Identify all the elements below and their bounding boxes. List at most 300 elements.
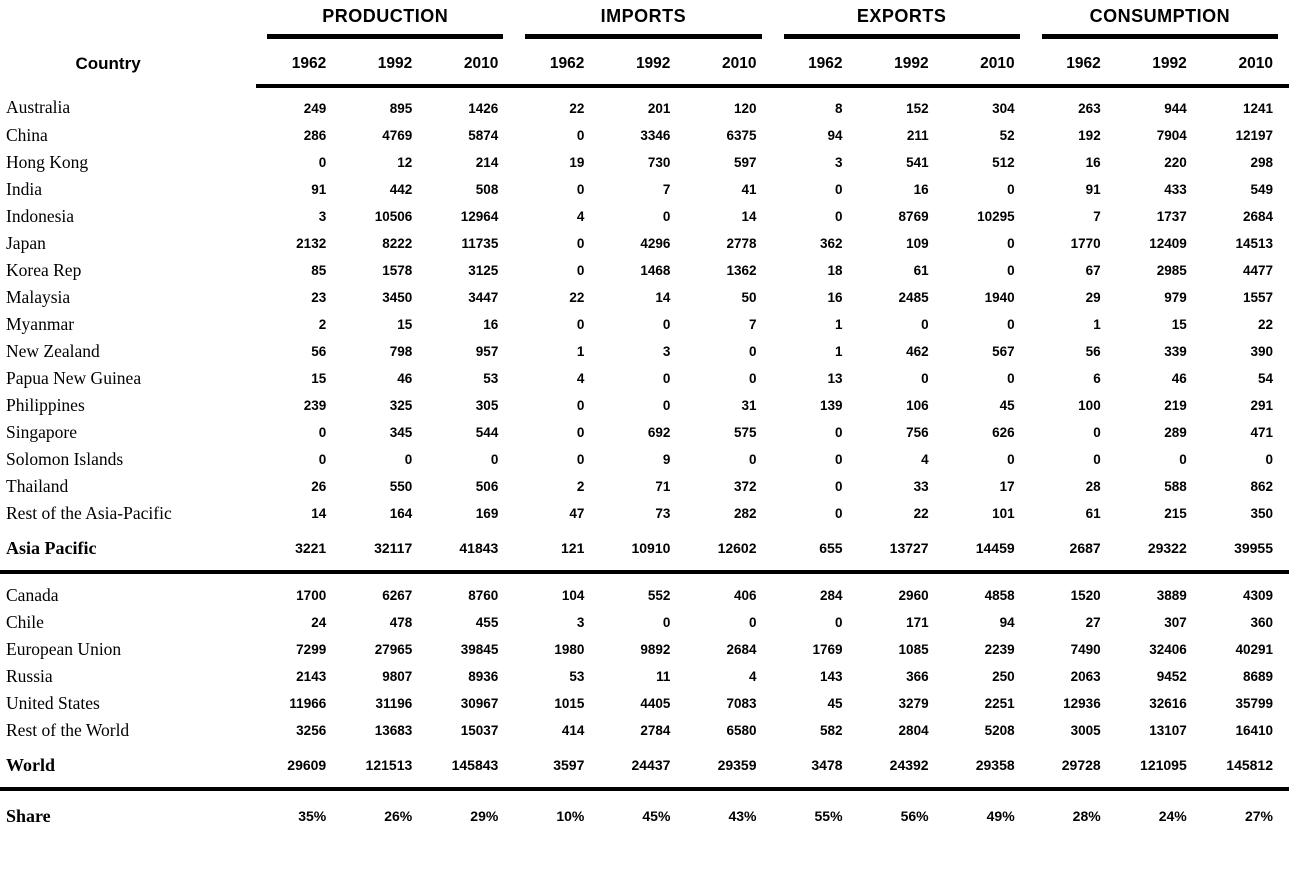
value-cell: 121095 — [1117, 744, 1203, 789]
value-cell: 455 — [475, 615, 499, 630]
value-cell: 3256 — [296, 723, 327, 738]
value-cell: 567 — [992, 344, 1015, 359]
value-cell: 2960 — [898, 588, 929, 603]
value-cell: 29% — [470, 808, 499, 824]
group-header-production — [256, 0, 514, 39]
value-cell: 13727 — [859, 527, 945, 572]
value-cell: 50 — [741, 290, 757, 305]
value-cell: 1 — [576, 344, 585, 359]
value-cell: 10506 — [374, 209, 413, 224]
group-header-row — [0, 0, 1289, 39]
table-row — [0, 230, 1289, 257]
value-cell: 28% — [1072, 808, 1101, 824]
value-cell: 16 — [483, 317, 499, 332]
value-cell: 3 — [835, 155, 843, 170]
value-cell: 14459 — [945, 527, 1031, 572]
value-cell: 0 — [318, 452, 327, 467]
value-cell: 24 — [311, 615, 327, 630]
value-cell: 219 — [1164, 398, 1187, 413]
value-cell: 8769 — [898, 209, 929, 224]
value-cell: 0 — [576, 398, 585, 413]
value-cell: 3 — [662, 344, 671, 359]
value-cell: 862 — [1250, 479, 1273, 494]
value-cell: 14 — [741, 209, 757, 224]
value-cell: 2485 — [898, 290, 929, 305]
value-cell: 4405 — [640, 696, 671, 711]
value-cell: 10910 — [600, 527, 686, 572]
country-cell: Australia — [6, 97, 71, 117]
table-row — [0, 473, 1289, 500]
value-cell: 33 — [913, 479, 929, 494]
value-cell: 152 — [906, 101, 929, 116]
value-cell: 0 — [1007, 371, 1015, 386]
value-cell: 94 — [999, 615, 1015, 630]
country-cell: Canada — [6, 585, 59, 605]
value-cell: 16 — [1085, 155, 1101, 170]
value-cell: 2143 — [296, 669, 327, 684]
value-cell: 0 — [748, 615, 757, 630]
value-cell: 14 — [655, 290, 671, 305]
value-cell: 12 — [397, 155, 413, 170]
year-header: 1962 — [1031, 39, 1117, 86]
value-cell: 0 — [1007, 317, 1015, 332]
value-cell: 29 — [1085, 290, 1101, 305]
value-cell: 17 — [999, 479, 1015, 494]
country-cell: Chile — [6, 612, 44, 632]
value-cell: 0 — [404, 452, 413, 467]
value-cell: 0 — [835, 479, 843, 494]
value-cell: 32117 — [342, 527, 428, 572]
value-cell: 47 — [569, 506, 585, 521]
table-row — [0, 338, 1289, 365]
value-cell: 4 — [748, 669, 757, 684]
value-cell: 106 — [906, 398, 929, 413]
value-cell: 372 — [733, 479, 757, 494]
value-cell: 3478 — [773, 744, 859, 789]
value-cell: 3279 — [898, 696, 929, 711]
value-cell: 250 — [992, 669, 1015, 684]
value-cell: 7904 — [1156, 128, 1187, 143]
value-cell: 9892 — [640, 642, 671, 657]
group-label: CONSUMPTION — [1042, 4, 1278, 39]
year-header: 2010 — [428, 39, 514, 86]
value-cell: 0 — [576, 128, 585, 143]
table-row — [0, 365, 1289, 392]
value-cell: 27965 — [374, 642, 413, 657]
value-cell: 12936 — [1063, 696, 1101, 711]
value-cell: 30967 — [460, 696, 499, 711]
value-cell: 7083 — [726, 696, 757, 711]
value-cell: 4309 — [1242, 588, 1273, 603]
value-cell: 0 — [576, 317, 585, 332]
value-cell: 16410 — [1235, 723, 1273, 738]
value-cell: 3 — [318, 209, 327, 224]
value-cell: 304 — [992, 101, 1015, 116]
country-cell: Rest of the World — [6, 720, 130, 740]
value-cell: 0 — [318, 425, 327, 440]
value-cell: 9452 — [1156, 669, 1187, 684]
country-cell: Russia — [6, 666, 53, 686]
value-cell: 3221 — [256, 527, 342, 572]
country-cell: Japan — [6, 233, 46, 253]
value-cell: 0 — [835, 506, 843, 521]
value-cell: 7299 — [296, 642, 327, 657]
value-cell: 0 — [748, 344, 757, 359]
table-body — [0, 86, 1289, 837]
value-cell: 362 — [820, 236, 843, 251]
country-cell: European Union — [6, 639, 122, 659]
country-cell: Malaysia — [6, 287, 71, 307]
country-cell: India — [6, 179, 42, 199]
value-cell: 35799 — [1235, 696, 1273, 711]
table-row — [0, 500, 1289, 527]
value-cell: 1468 — [640, 263, 671, 278]
value-cell: 1980 — [554, 642, 585, 657]
value-cell: 220 — [1164, 155, 1187, 170]
value-cell: 15037 — [460, 723, 499, 738]
value-cell: 23 — [311, 290, 327, 305]
value-cell: 145812 — [1203, 744, 1289, 789]
value-cell: 0 — [835, 182, 843, 197]
country-cell: Asia Pacific — [0, 527, 256, 572]
value-cell: 27 — [1085, 615, 1101, 630]
value-cell: 1085 — [898, 642, 929, 657]
value-cell: 192 — [1078, 128, 1101, 143]
value-cell: 120 — [733, 101, 757, 116]
value-cell: 43% — [728, 808, 757, 824]
country-cell: Share — [6, 806, 51, 826]
country-cell: Myanmar — [6, 314, 75, 334]
value-cell: 1426 — [468, 101, 499, 116]
country-cell: China — [6, 125, 48, 145]
group-label: EXPORTS — [784, 4, 1020, 39]
value-cell: 1700 — [296, 588, 327, 603]
table-row — [0, 572, 1289, 609]
value-cell: 145843 — [428, 744, 514, 789]
value-cell: 29358 — [945, 744, 1031, 789]
value-cell: 390 — [1250, 344, 1273, 359]
value-cell: 24392 — [859, 744, 945, 789]
value-cell: 143 — [820, 669, 843, 684]
value-cell: 366 — [906, 669, 929, 684]
value-cell: 45 — [999, 398, 1015, 413]
value-cell: 94 — [827, 128, 843, 143]
value-cell: 13107 — [1149, 723, 1187, 738]
year-header: 2010 — [686, 39, 772, 86]
value-cell: 73 — [655, 506, 671, 521]
share-row — [0, 789, 1289, 837]
table-row — [0, 149, 1289, 176]
table-header — [0, 0, 1289, 86]
value-cell: 588 — [1164, 479, 1187, 494]
value-cell: 345 — [389, 425, 413, 440]
value-cell: 979 — [1164, 290, 1187, 305]
value-cell: 61 — [1085, 506, 1101, 521]
value-cell: 8936 — [468, 669, 499, 684]
value-cell: 2985 — [1156, 263, 1187, 278]
value-cell: 307 — [1164, 615, 1187, 630]
value-cell: 597 — [733, 155, 757, 170]
value-cell: 1 — [1093, 317, 1101, 332]
value-cell: 549 — [1250, 182, 1273, 197]
value-cell: 1 — [835, 317, 843, 332]
value-cell: 109 — [906, 236, 929, 251]
year-header: 1992 — [342, 39, 428, 86]
value-cell: 282 — [733, 506, 757, 521]
value-cell: 462 — [906, 344, 929, 359]
value-cell: 171 — [906, 615, 929, 630]
value-cell: 10% — [556, 808, 585, 824]
value-cell: 9 — [662, 452, 671, 467]
value-cell: 0 — [576, 425, 585, 440]
value-cell: 6 — [1093, 371, 1101, 386]
value-cell: 626 — [992, 425, 1015, 440]
value-cell: 31 — [741, 398, 757, 413]
value-cell: 0 — [1007, 452, 1015, 467]
value-cell: 53 — [483, 371, 499, 386]
year-header: 1962 — [514, 39, 600, 86]
country-cell: Singapore — [6, 422, 77, 442]
total-row — [0, 744, 1289, 789]
table-row — [0, 176, 1289, 203]
value-cell: 1769 — [812, 642, 843, 657]
table-row — [0, 663, 1289, 690]
value-cell: 0 — [1007, 182, 1015, 197]
value-cell: 414 — [561, 723, 585, 738]
value-cell: 339 — [1164, 344, 1187, 359]
value-cell: 46 — [1171, 371, 1187, 386]
value-cell: 4858 — [984, 588, 1015, 603]
value-cell: 284 — [820, 588, 843, 603]
value-cell: 4477 — [1242, 263, 1273, 278]
value-cell: 0 — [835, 615, 843, 630]
value-cell: 478 — [389, 615, 413, 630]
value-cell: 0 — [921, 317, 929, 332]
value-cell: 39955 — [1203, 527, 1289, 572]
table-row — [0, 122, 1289, 149]
value-cell: 1737 — [1156, 209, 1187, 224]
value-cell: 0 — [662, 209, 671, 224]
value-cell: 45 — [827, 696, 843, 711]
value-cell: 1015 — [554, 696, 585, 711]
value-cell: 41 — [741, 182, 757, 197]
value-cell: 655 — [773, 527, 859, 572]
country-cell: Thailand — [6, 476, 69, 496]
value-cell: 29322 — [1117, 527, 1203, 572]
value-cell: 53 — [569, 669, 585, 684]
value-cell: 360 — [1250, 615, 1273, 630]
value-cell: 49% — [986, 808, 1015, 824]
value-cell: 24437 — [600, 744, 686, 789]
value-cell: 2684 — [1242, 209, 1273, 224]
value-cell: 11735 — [461, 236, 499, 251]
value-cell: 16 — [913, 182, 929, 197]
value-cell: 0 — [1093, 425, 1101, 440]
value-cell: 0 — [1007, 236, 1015, 251]
group-header-exports — [773, 0, 1031, 39]
value-cell: 506 — [475, 479, 499, 494]
value-cell: 0 — [662, 371, 671, 386]
value-cell: 16 — [827, 290, 843, 305]
value-cell: 582 — [820, 723, 843, 738]
value-cell: 1940 — [984, 290, 1015, 305]
value-cell: 13 — [827, 371, 843, 386]
value-cell: 0 — [576, 452, 585, 467]
value-cell: 944 — [1164, 101, 1187, 116]
table-row — [0, 86, 1289, 122]
value-cell: 54 — [1257, 371, 1273, 386]
value-cell: 61 — [913, 263, 929, 278]
value-cell: 45% — [642, 808, 671, 824]
value-cell: 0 — [490, 452, 499, 467]
value-cell: 7490 — [1070, 642, 1101, 657]
value-cell: 32406 — [1149, 642, 1187, 657]
country-cell: Solomon Islands — [6, 449, 124, 469]
value-cell: 6375 — [726, 128, 757, 143]
value-cell: 32616 — [1149, 696, 1187, 711]
table-row — [0, 446, 1289, 473]
value-cell: 15 — [311, 371, 327, 386]
value-cell: 55% — [814, 808, 843, 824]
value-cell: 0 — [662, 398, 671, 413]
value-cell: 12964 — [460, 209, 499, 224]
value-cell: 508 — [475, 182, 499, 197]
country-cell: Korea Rep — [6, 260, 82, 280]
value-cell: 19 — [569, 155, 585, 170]
country-column-header: Country — [75, 54, 141, 73]
value-cell: 27% — [1244, 808, 1273, 824]
value-cell: 29728 — [1031, 744, 1117, 789]
value-cell: 10295 — [977, 209, 1015, 224]
value-cell: 3447 — [468, 290, 499, 305]
value-cell: 8222 — [382, 236, 413, 251]
value-cell: 24% — [1158, 808, 1187, 824]
value-cell: 39845 — [460, 642, 499, 657]
value-cell: 71 — [655, 479, 671, 494]
value-cell: 2239 — [984, 642, 1015, 657]
table-row — [0, 717, 1289, 744]
value-cell: 28 — [1085, 479, 1101, 494]
country-cell: World — [0, 744, 256, 789]
value-cell: 2687 — [1031, 527, 1117, 572]
value-cell: 22 — [569, 290, 585, 305]
value-cell: 40291 — [1235, 642, 1273, 657]
value-cell: 0 — [835, 425, 843, 440]
value-cell: 2 — [576, 479, 585, 494]
value-cell: 895 — [389, 101, 413, 116]
value-cell: 692 — [647, 425, 671, 440]
value-cell: 41843 — [428, 527, 514, 572]
value-cell: 139 — [820, 398, 843, 413]
value-cell: 239 — [303, 398, 327, 413]
table-row — [0, 690, 1289, 717]
value-cell: 433 — [1164, 182, 1187, 197]
value-cell: 8760 — [468, 588, 499, 603]
value-cell: 0 — [576, 236, 585, 251]
value-cell: 4296 — [640, 236, 671, 251]
year-header: 1962 — [256, 39, 342, 86]
value-cell: 22 — [569, 101, 585, 116]
value-cell: 1578 — [382, 263, 413, 278]
value-cell: 121 — [514, 527, 600, 572]
value-cell: 11 — [656, 669, 671, 684]
value-cell: 67 — [1085, 263, 1101, 278]
value-cell: 756 — [906, 425, 929, 440]
table-row — [0, 284, 1289, 311]
value-cell: 3346 — [640, 128, 671, 143]
value-cell: 541 — [906, 155, 929, 170]
value-cell: 169 — [475, 506, 499, 521]
country-cell: Hong Kong — [6, 152, 89, 172]
value-cell: 0 — [1179, 452, 1187, 467]
value-cell: 2132 — [296, 236, 327, 251]
value-cell: 1241 — [1242, 101, 1273, 116]
table-row — [0, 257, 1289, 284]
total-row — [0, 527, 1289, 572]
value-cell: 730 — [647, 155, 671, 170]
year-header: 2010 — [1203, 39, 1289, 86]
value-cell: 0 — [748, 452, 757, 467]
value-cell: 56% — [900, 808, 929, 824]
value-cell: 2 — [318, 317, 327, 332]
table-row — [0, 392, 1289, 419]
value-cell: 2251 — [984, 696, 1015, 711]
value-cell: 18 — [827, 263, 843, 278]
value-cell: 3889 — [1156, 588, 1187, 603]
value-cell: 164 — [389, 506, 413, 521]
value-cell: 2778 — [726, 236, 757, 251]
value-cell: 4 — [576, 371, 585, 386]
value-cell: 121513 — [342, 744, 428, 789]
value-cell: 104 — [561, 588, 585, 603]
value-cell: 9807 — [382, 669, 413, 684]
value-cell: 1557 — [1242, 290, 1273, 305]
country-cell: Philippines — [6, 395, 85, 415]
value-cell: 1520 — [1070, 588, 1101, 603]
value-cell: 3125 — [468, 263, 499, 278]
country-cell: New Zealand — [6, 341, 100, 361]
value-cell: 550 — [389, 479, 413, 494]
group-label: IMPORTS — [525, 4, 761, 39]
value-cell: 0 — [835, 209, 843, 224]
value-cell: 56 — [1085, 344, 1101, 359]
value-cell: 31196 — [375, 696, 413, 711]
value-cell: 544 — [475, 425, 499, 440]
value-cell: 4 — [921, 452, 929, 467]
value-cell: 0 — [576, 263, 585, 278]
table-row — [0, 203, 1289, 230]
value-cell: 85 — [311, 263, 327, 278]
value-cell: 3450 — [382, 290, 413, 305]
value-cell: 3005 — [1070, 723, 1101, 738]
value-cell: 215 — [1164, 506, 1187, 521]
value-cell: 286 — [303, 128, 327, 143]
value-cell: 0 — [662, 317, 671, 332]
value-cell: 0 — [1265, 452, 1273, 467]
value-cell: 1362 — [726, 263, 757, 278]
value-cell: 6267 — [382, 588, 413, 603]
value-cell: 5208 — [984, 723, 1015, 738]
year-header: 2010 — [945, 39, 1031, 86]
value-cell: 13683 — [374, 723, 413, 738]
value-cell: 3597 — [514, 744, 600, 789]
value-cell: 471 — [1250, 425, 1273, 440]
value-cell: 100 — [1078, 398, 1101, 413]
value-cell: 29359 — [686, 744, 772, 789]
value-cell: 6580 — [726, 723, 757, 738]
value-cell: 325 — [389, 398, 413, 413]
value-cell: 56 — [311, 344, 327, 359]
